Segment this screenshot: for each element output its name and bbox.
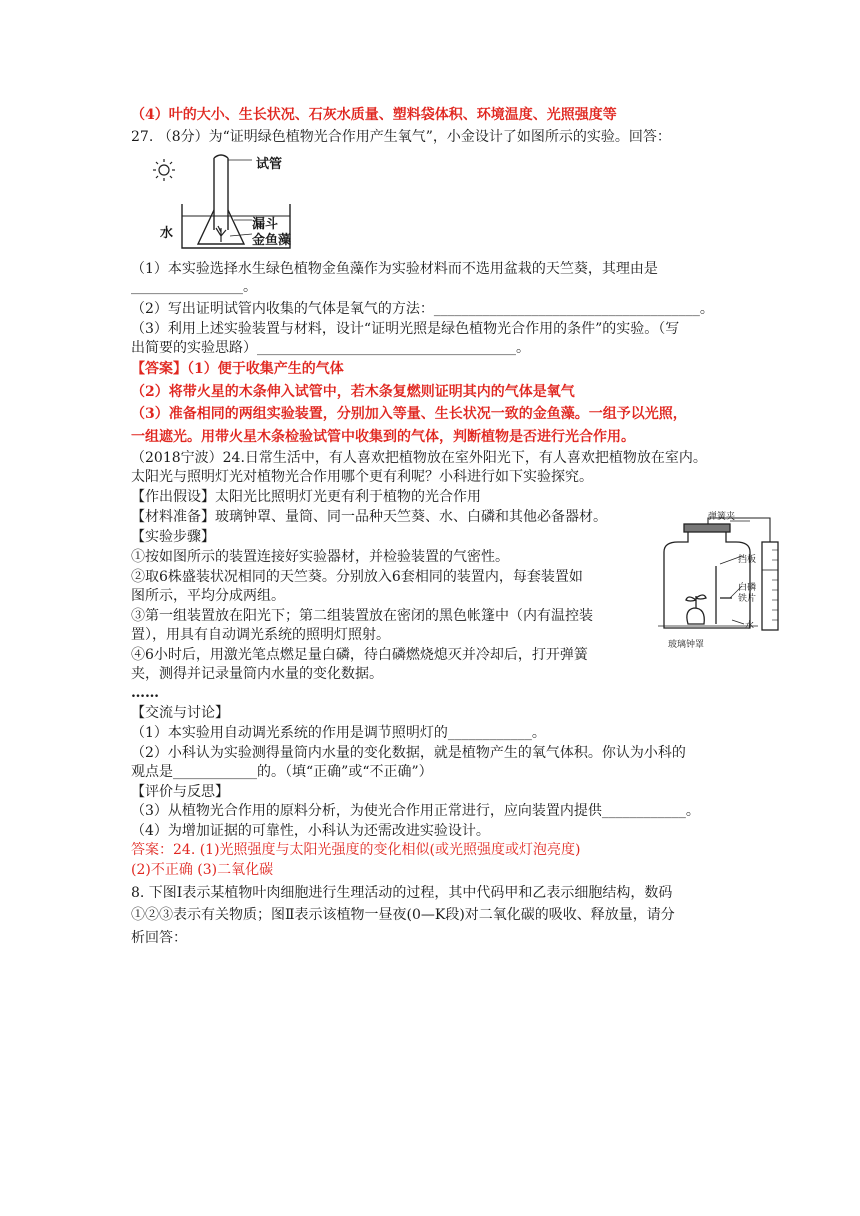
- experiment-figure-2: [650, 516, 798, 651]
- question-24-stem: （2018宁波）24.日常生活中，有人喜欢把植物放在室外阳光下，有人喜欢把植物放在室内。: [131, 450, 707, 466]
- answer-27-3-cont: 一组遮光。用带火星木条检验试管中收集到的气体，判断植物是否进行光合作用。: [131, 429, 635, 445]
- answer-24-1: 答案：24. (1)光照强度与太阳光强度的变化相似(或光照强度或灯泡亮度): [131, 842, 581, 858]
- reflection-q3: （3）从植物光合作用的原料分析，为使光合作用正常进行，应向装置内提供____________。: [131, 803, 700, 819]
- label-iron-plate: 铁片: [738, 594, 757, 604]
- label-baffle: 挡板: [738, 555, 757, 565]
- q27-sub1-blank: ________________。: [131, 279, 257, 295]
- q27-sub1: （1）本实验选择水生绿色植物金鱼藻作为实验材料而不选用盆栽的天竺葵，其理由是: [131, 261, 658, 277]
- q27-sub2: （2）写出证明试管内收集的气体是氧气的方法：______________________________________。: [131, 301, 714, 317]
- q27-sub3-cont: 出简要的实验思路）_____________________________________。: [131, 340, 530, 356]
- answer-27-1: 【答案】（1）便于收集产生的气体: [131, 361, 344, 377]
- step-2-cont: 图所示，平均分成两组。: [131, 588, 285, 604]
- step-1: ①按如图所示的装置连接好实验器材，并检验装置的气密性。: [131, 549, 509, 565]
- bell-jar: [664, 530, 750, 628]
- step-3-cont: 置），用具有自动调光系统的照明灯照射。: [131, 627, 390, 643]
- answer-27-2: （2）将带火星的木条伸入试管中，若木条复燃则证明其内的气体是氧气: [131, 384, 575, 400]
- question-24-stem-cont: 太阳光与照明灯光对植物光合作用哪个更有利呢？小科进行如下实验探究。: [131, 469, 593, 485]
- label-white-phosphorus: 白磷: [738, 583, 757, 593]
- label-spring-clip: 弹簧夹: [708, 512, 736, 522]
- graduated-cylinder: [762, 542, 778, 630]
- discussion-q1: （1）本实验用自动调光系统的作用是调节照明灯的____________。: [131, 725, 546, 741]
- plant-pot: [687, 608, 704, 624]
- question-8-stem: 8. 下图Ⅰ表示某植物叶肉细胞进行生理活动的过程，其中代码甲和乙表示细胞结构，数码: [131, 885, 673, 901]
- label-funnel: 漏斗: [252, 217, 279, 232]
- goldfish-weed: [216, 226, 226, 242]
- steps-heading: 【实验步骤】: [131, 529, 215, 545]
- answer-24-2: (2)不正确 (3)二氧化碳: [131, 862, 274, 878]
- step-2: ②取6株盛装状况相同的天竺葵。分别放入6套相同的装置内，每套装置如: [131, 569, 583, 585]
- discussion-q2: （2）小科认为实验测得量筒内水量的变化数据，就是植物产生的氧气体积。你认为小科的: [131, 745, 686, 761]
- label-goldfish-weed: 金鱼藻: [252, 233, 292, 248]
- reflection-heading: 【评价与反思】: [131, 784, 229, 800]
- discussion-q2-cont: 观点是____________的。（填“正确”或“不正确”）: [131, 764, 433, 780]
- step-4-cont: 夹，测得并记录量筒内水量的变化数据。: [131, 666, 383, 682]
- question-8-stem-cont: ①②③表示有关物质；图Ⅱ表示该植物一昼夜(0—K段)对二氧化碳的吸收、释放量，请分: [131, 907, 675, 923]
- label-water: 水: [160, 226, 174, 241]
- sun-icon: [153, 159, 175, 181]
- materials: 【材料准备】玻璃钟罩、量筒、同一品种天竺葵、水、白磷和其他必备器材。: [131, 509, 607, 525]
- label-bell-jar: 玻璃钟罩: [668, 640, 705, 650]
- test-tube: [214, 155, 228, 230]
- label-water-2: 水: [745, 621, 755, 631]
- discussion-heading: 【交流与讨论】: [131, 705, 229, 721]
- answer-line-4: （4）叶的大小、生长状况、石灰水质量、塑料袋体积、环境温度、光照强度等: [131, 107, 617, 123]
- reflection-q4: （4）为增加证据的可靠性，小科认为还需改进实验设计。: [131, 823, 490, 839]
- step-3: ③第一组装置放在阳光下；第二组装置放在密闭的黑色帐篷中（内有温控装: [131, 608, 593, 624]
- question-8-stem-end: 析回答：: [131, 930, 187, 946]
- step-4: ④6小时后，用激光笔点燃足量白磷，待白磷燃烧熄灭并冷却后，打开弹簧: [131, 647, 588, 663]
- answer-27-3: （3）准备相同的两组实验装置，分别加入等量、生长状况一致的金鱼藻。一组予以光照，: [131, 406, 687, 422]
- question-27-stem: 27. （8分）为“证明绿色植物光合作用产生氧气”，小金设计了如图所示的实验。回答：: [131, 129, 671, 145]
- label-test-tube: 试管: [256, 157, 283, 172]
- ellipsis: ……: [131, 685, 159, 701]
- hypothesis: 【作出假设】太阳光比照明灯光更有利于植物的光合作用: [131, 489, 481, 505]
- q27-sub3: （3）利用上述实验装置与材料，设计“证明光照是绿色植物光合作用的条件”的实验。（写: [131, 321, 680, 337]
- stopper: [684, 524, 730, 532]
- plant-leaves: [686, 595, 706, 608]
